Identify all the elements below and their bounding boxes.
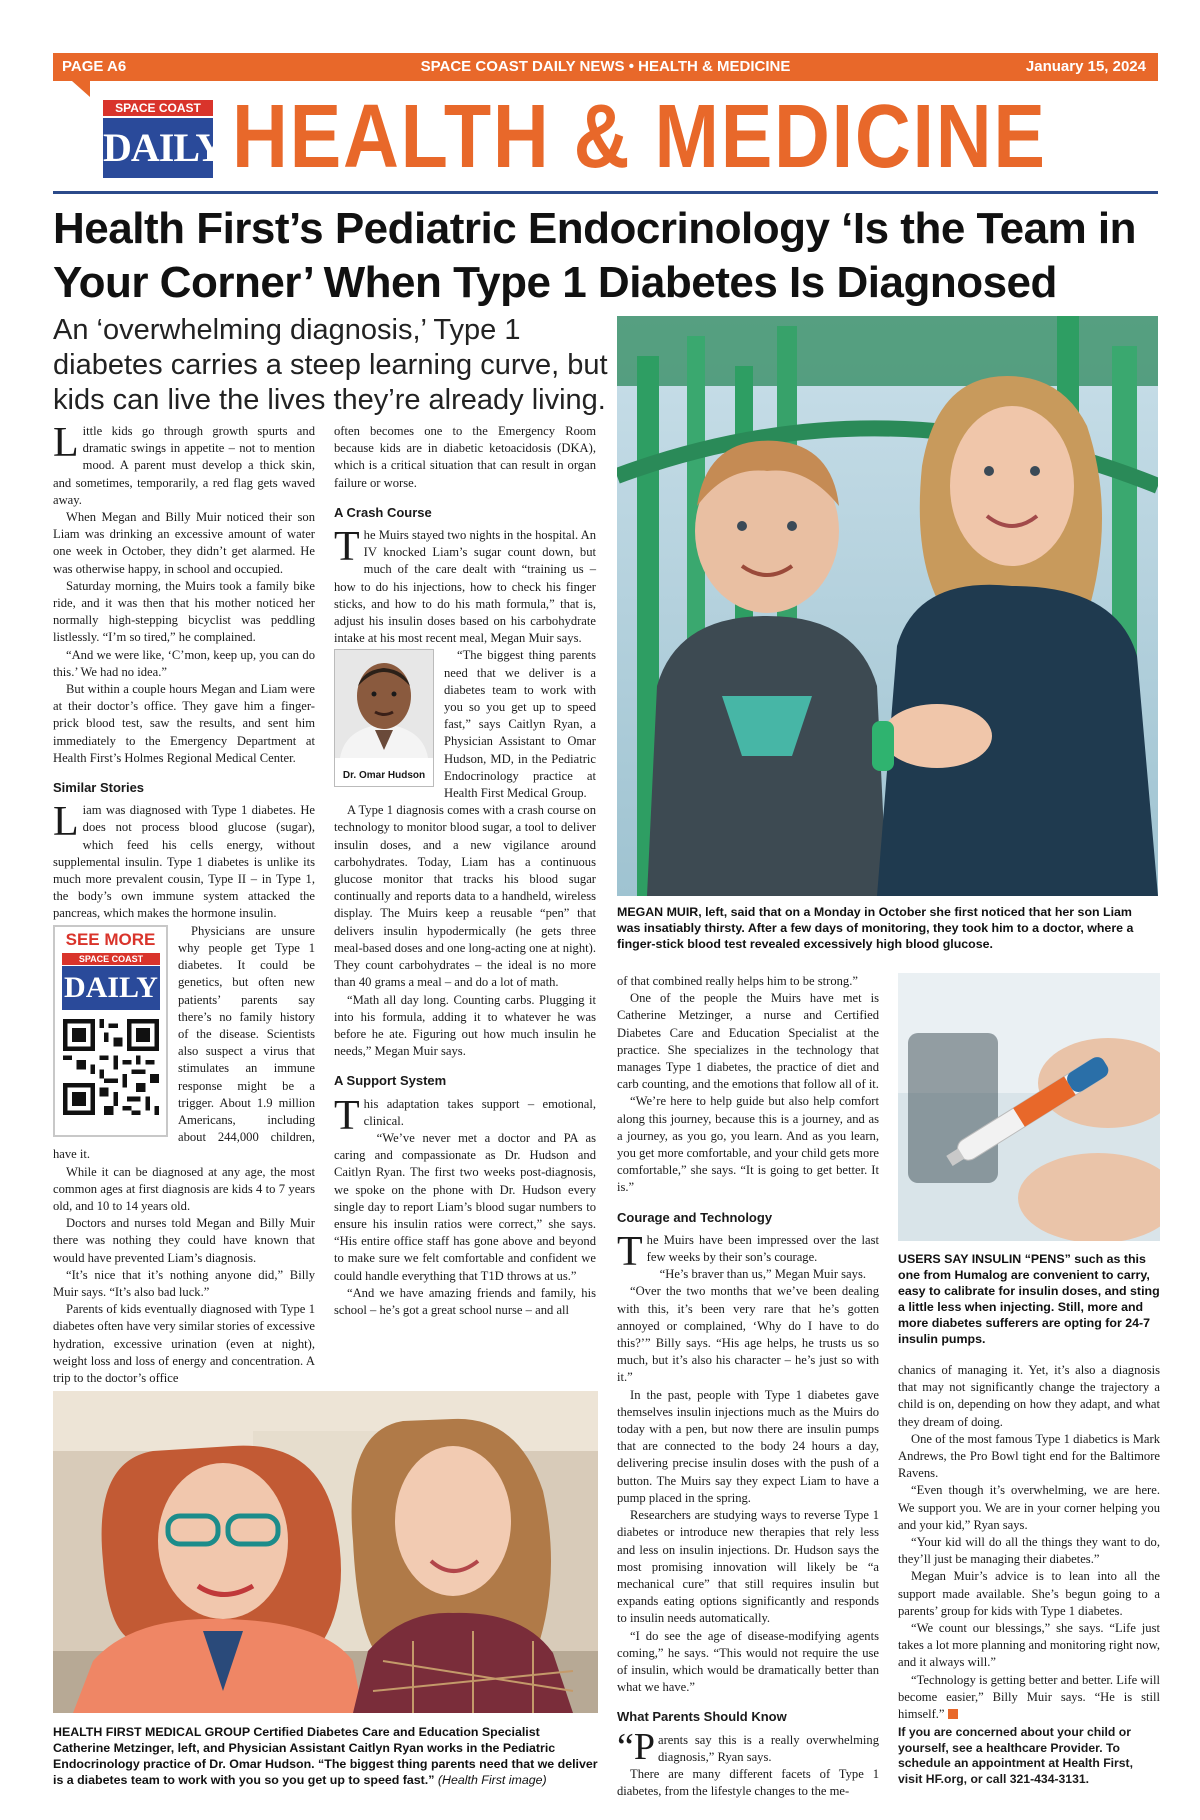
logo-main-word: DAILY — [103, 118, 213, 178]
promo-logo-main: DAILY — [62, 966, 160, 1010]
headshot-caption: Dr. Omar Hudson — [342, 769, 426, 781]
body-paragraph: “We’ve never met a doctor and PA as caring and compassionate as Dr. Hudson and Caitlyn Ryan. The first two weeks post-diagnosis, we spoke on the phone with Dr. Hudson every single day to report Liam’s blood sugar numbers to ensure his insulin ratios were correct,” she says. “His entire office staff has gone above and beyond to make sure we felt comfortable and confident we could handle everything that T1D throws at us.” — [334, 1130, 596, 1283]
body-paragraph: “And we have amazing friends and family, his school – he’s got a great school nurse – and all — [334, 1285, 596, 1317]
body-paragraph: “It’s nice that it’s nothing anyone did,” Billy Muir says. “It’s also bad luck.” — [53, 1267, 315, 1299]
subhead-crash-course: A Crash Course — [334, 504, 432, 520]
issue-date: January 15, 2024 — [1025, 58, 1146, 75]
subhead-similar-stories: Similar Stories — [53, 780, 145, 796]
body-paragraph: “He’s braver than us,” Megan Muir says. — [659, 1267, 866, 1282]
see-more-qr-promo[interactable] — [53, 925, 168, 1137]
body-paragraph: While it can be diagnosed at any age, the most common ages at first diagnosis are kids 4 to 7 years old, and 10 to 14 years old. — [53, 1164, 315, 1213]
article-column-2 — [334, 423, 596, 1383]
drop-cap: L — [53, 799, 79, 846]
body-paragraph: “I do see the age of disease-modifying agents coming,” he says. “This would not require the use of insulin, which would be dramatically better than what we have.” — [617, 1628, 879, 1695]
article-headline: Health First’s Pediatric Endocrinology ‘Is the Team in Your Corner’ When Type 1 Diabetes Is Diagnosed — [53, 204, 1137, 307]
body-paragraph: Physicians are unsure why people get Type 1 diabetes. It could be genetics, but often new patients’ parents say there’s no family history of the disease. Scientists also suspect a virus that stimulates an immune response might be a trigger. About 1.9 million Americans, including about 244,000 children, have it. — [53, 923, 315, 1162]
article-column-1 — [53, 420, 315, 1385]
publication-logo[interactable] — [103, 100, 224, 178]
lede-paragraph: Little kids go through growth spurts and dramatic swings in appetite – not to mention mood. A parent must develop a thick skin, and sometimes, temporarily, a red flag gets waved away. — [53, 420, 315, 507]
end-of-story-mark — [948, 1709, 958, 1719]
body-paragraph: A Type 1 diagnosis comes with a crash course on technology to monitor blood sugar, a tool to deliver insulin doses, and a new vigilance around carbohydrates. Today, Liam has a continuous glucose monitor that tracks his blood sugar continually and reports data to a handheld, wireless display. The Muirs keep a reusable “pen” that delivers insulin hypodermically (he gets three meal-based doses and one long-acting one at night). They count carbohydrates – the ideal is no more than 40 grams a meal – and do a lot of math. — [334, 803, 596, 990]
body-paragraph: Saturday morning, the Muirs took a family bike ride, and it was then that his mother noticed her normally high-stepping bicyclist was peddling listlessly. “I’m so tired,” he complained. — [53, 578, 315, 645]
body-paragraph: The Muirs have been impressed over the last few weeks by their son’s courage. — [617, 1228, 879, 1275]
body-paragraph: The Muirs stayed two nights in the hospital. An IV knocked Liam’s sugar count down, but much of the care dealt with “training us – how to do his injections, how to check his finger sticks, and how to do his math formula,” that is, adjust his insulin doses based on his carbohydrate intake at his most recent meal, Megan Muir says. — [334, 524, 596, 646]
body-paragraph: This adaptation takes support – emotional, clinical. — [334, 1092, 596, 1139]
body-paragraph: Researchers are studying ways to reverse Type 1 diabetes or introduce new therapies that rely less and less on insulin injections. Dr. Hudson says the most promising innovation will likely be “a mechanical cure” that still requires insulin but expands eating options significantly and responds to insulin needs automatically. — [617, 1508, 879, 1626]
promo-logo-top: SPACE COAST — [62, 953, 160, 965]
drop-cap: “P — [617, 1725, 655, 1768]
qr-code-icon[interactable] — [63, 1019, 159, 1115]
publication-section-label: SPACE COAST DAILY NEWS • HEALTH & MEDICINE — [420, 58, 791, 75]
article-column-3 — [617, 973, 879, 1803]
pen-photo-caption: USERS SAY INSULIN “PENS” such as this one from Humalog are convenient to carry, easy to calibrate for insulin doses, and sting a little less when injecting. Still, more and more diabetes sufferers are opting for 24-7 insulin pumps. — [898, 1252, 1160, 1346]
appointment-cta[interactable]: If you are concerned about your child or yourself, see a healthcare Provider. To schedule an appointment at Health First, visit HF.org, or call 321-434-3131. — [898, 1725, 1133, 1786]
body-paragraph: Megan Muir’s advice is to lean into all the support made available. She’s begun going to a parents’ group for kids with Type 1 diabetes. — [898, 1569, 1160, 1618]
care-team-photo — [53, 1391, 598, 1713]
body-paragraph: Doctors and nurses told Megan and Billy Muir there was nothing they could have known that would have prevented Liam’s diagnosis. — [53, 1216, 315, 1265]
insulin-pen-photo — [898, 973, 1160, 1241]
body-paragraph: “Math all day long. Counting carbs. Plugging it into his formula, adding it to whatever he was before he ate. Figuring out how much insulin he needs,” Megan Muir says. — [334, 992, 596, 1059]
subhead-what-parents-should-know: What Parents Should Know — [617, 1709, 787, 1725]
body-paragraph: “And we were like, ‘C’mon, keep up, you can do this.’ We had no idea.” — [53, 647, 315, 679]
care-team-caption-text: HEALTH FIRST MEDICAL GROUP Certified Diabetes Care and Education Specialist Catherine Metzinger, left, and Physician Assistant Caitlyn Ryan works in the Pediatric Endocrinology practice of Dr. Omar Hudson. “The biggest thing parents need that we deliver is a diabetes team to work with you so you get up to speed fast.” — [53, 1725, 598, 1787]
body-paragraph: “Even though it’s overwhelming, we are here. We support you. We are in your corner helping you and your kid,” Ryan says. — [898, 1483, 1160, 1532]
body-paragraph: There are many different facets of Type 1 diabetes, from the lifestyle changes to the me- — [617, 1766, 879, 1799]
drop-cap: T — [617, 1228, 643, 1275]
body-paragraph: often becomes one to the Emergency Room because kids are in diabetic ketoacidosis (DKA), which is a critical situation that can result in organ failure or worse. — [334, 424, 596, 490]
section-title: HEALTH & MEDICINE — [232, 87, 1047, 187]
dr-hudson-headshot — [334, 649, 434, 786]
body-paragraph: “We’re here to help guide but also help comfort along this journey, because this is a journey, and as a journey, as you go, you learn. And as you learn, you get more comfortable, and your child gets more comfortable,” she says. “It is going to get better. It is.” — [617, 1094, 879, 1195]
muir-family-photo — [617, 316, 1158, 896]
subhead-courage-technology: Courage and Technology — [617, 1209, 773, 1225]
body-paragraph: “The biggest thing parents need that we deliver is a diabetes team to work with you so you get up to speed fast,” says Caitlyn Ryan, a Physician Assistant to Omar Hudson, MD, in the Pediatric Endocrinology practice at Health First Medical Group. — [444, 648, 596, 801]
body-paragraph: In the past, people with Type 1 diabetes gave themselves insulin injections much as the Muirs do today with a pen, but now there are insulin pumps that are connected to the body 24 hours a day, delivering precise insulin doses with the push of a button. The Muirs say they expect Liam to have a pump placed in the spring. — [617, 1387, 879, 1505]
masthead-divider — [53, 191, 1158, 194]
body-paragraph: “Your kid will do all the things they want to do, they’ll just be managing their diabetes.” — [898, 1535, 1160, 1567]
body-paragraph: When Megan and Billy Muir noticed their son Liam was drinking an excessive amount of water one week in October, they didn’t get alarmed. He was otherwise happy, in school and occupied. — [53, 510, 315, 576]
muir-photo-caption: MEGAN MUIR, left, said that on a Monday in October she first noticed that her son Liam was insatiably thirsty. After a few days of monitoring, they took him to a doctor, where a finger-stick blood test revealed excessively high blood glucose. — [617, 905, 1134, 951]
top-banner — [53, 53, 1158, 81]
logo-top-line: SPACE COAST — [103, 100, 213, 116]
body-paragraph: “Parents say this is a really overwhelming diagnosis,” Ryan says. — [617, 1725, 879, 1768]
body-paragraph: of that combined really helps him to be strong.” — [617, 974, 858, 988]
body-paragraph: One of the most famous Type 1 diabetics is Mark Andrews, the Pro Bowl tight end for the Baltimore Ravens. — [898, 1431, 1160, 1481]
body-paragraph: “We count our blessings,” she says. “Life just takes a lot more planning and monitoring right now, and it always will.” — [898, 1621, 1160, 1670]
drop-cap: L — [53, 420, 79, 466]
body-paragraph: One of the people the Muirs have met is Catherine Metzinger, a nurse and Certified Diabetes Care and Education Specialist at the practice. She specializes in the technology that manages Type 1 diabetes, the practice of diet and carb counting, and the emotions that follow all of it. — [617, 991, 879, 1092]
body-paragraph: Parents of kids eventually diagnosed with Type 1 diabetes often have very similar stories of excessive hydration, excessive urination (even at night), weight loss and loss of energy and concentration. A trip to the doctor’s office — [53, 1302, 315, 1385]
photo-credit: (Health First image) — [437, 1773, 547, 1787]
article-deck: An ‘overwhelming diagnosis,’ Type 1 diabetes carries a steep learning curve, but kids can live the lives they’re already living. — [53, 314, 608, 416]
body-paragraph: “Over the two months that we’ve been dealing with this, it’s been very rare that he’s gotten annoyed or complained, ‘Why do I have to do this?’” Billy says. “His age helps, he trusts us so much, but it’s also his character – he’s just so with it.” — [617, 1284, 879, 1385]
body-paragraph: Liam was diagnosed with Type 1 diabetes. He does not process blood glucose (sugar), which feed his cells energy, without supplemental insulin. Type 1 diabetes is unlike its much more prevalent cousin, Type II – in Type 1, the body’s own immune system attacked the pancreas, which makes the hormone insulin. — [53, 799, 315, 921]
body-paragraph: But within a couple hours Megan and Liam were at their doctor’s office. They gave him a finger-prick blood test, saw the results, and sent him immediately to the Emergency Department at Health First’s Holmes Regional Medical Center. — [53, 682, 315, 765]
body-paragraph: “Technology is getting better and better. Life will become easier,” Billy Muir says. “He is still himself.” — [898, 1672, 1160, 1722]
see-more-label: SEE MORE — [65, 929, 156, 949]
subhead-support-system: A Support System — [334, 1073, 447, 1089]
banner-tab — [72, 81, 90, 97]
article-column-4 — [898, 1362, 1160, 1802]
care-team-caption — [53, 1724, 598, 1788]
headshot-image — [335, 650, 433, 758]
body-paragraph: chanics of managing it. Yet, it’s also a diagnosis that may not significantly change the trajectory a child is on, depending on how they adapt, and what they dream of doing. — [898, 1363, 1160, 1429]
page-number: PAGE A6 — [62, 58, 127, 75]
drop-cap: T — [334, 524, 360, 571]
drop-cap: T — [334, 1092, 360, 1139]
